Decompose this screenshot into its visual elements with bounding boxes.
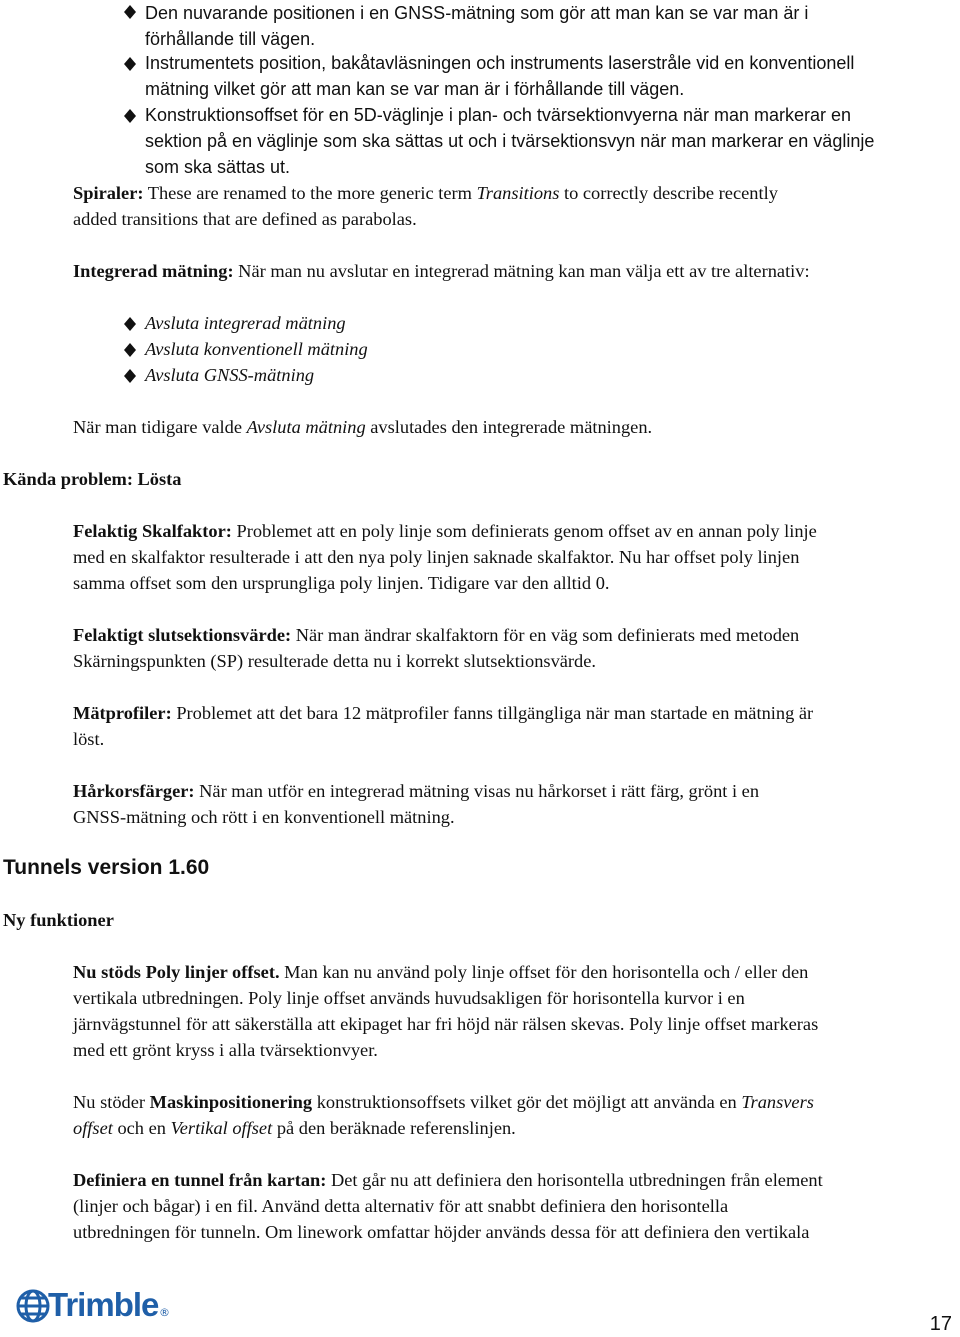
integrerad-text: När man nu avslutar en integrerad mätning kan man välja ett av tre alternativ: <box>233 261 810 281</box>
paragraph-italic: offset <box>73 1118 113 1138</box>
slutsektion-paragraph <box>73 622 942 674</box>
diamond-bullet-icon <box>124 5 138 19</box>
known-problems-heading: Kända problem: Lösta <box>3 469 182 489</box>
polyoffset-paragraph <box>73 959 942 1063</box>
option-item <box>145 310 942 336</box>
new-functions-heading: Ny funktioner <box>3 910 114 930</box>
bullet-item <box>145 0 942 52</box>
spiraler-paragraph <box>73 180 942 232</box>
note-text: avslutades den integrerade mätningen. <box>365 417 653 437</box>
kartan-label: Definiera en tunnel från kartan: <box>73 1170 327 1190</box>
bullet-line: Den nuvarande positionen i en GNSS-mätning som gör att man kan se var man är i <box>145 3 809 23</box>
paragraph-text: Nu stöder <box>73 1092 150 1112</box>
page-number: 17 <box>929 1313 952 1335</box>
paragraph-line: Man kan nu använd poly linje offset för den horisontella och / eller den <box>279 962 809 982</box>
registered-icon: ® <box>159 1306 170 1319</box>
note-text: När man tidigare valde <box>73 417 247 437</box>
skalfaktor-label: Felaktig Skalfaktor: <box>73 521 232 541</box>
diamond-bullet-icon <box>124 57 138 71</box>
paragraph-line: Skärningspunkten (SP) resulterade detta nu i korrekt slutsektionsvärde. <box>73 651 597 671</box>
tunnels-heading: Tunnels version 1.60 <box>3 856 210 879</box>
maskin-label: Maskinpositionering <box>149 1092 313 1112</box>
integrerad-note <box>73 414 942 440</box>
slutsektion-label: Felaktigt slutsektionsvärde: <box>73 625 292 645</box>
skalfaktor-paragraph <box>73 518 942 596</box>
maskin-paragraph <box>73 1089 942 1141</box>
integrerad-label: Integrerad mätning: <box>73 261 234 281</box>
paragraph-line: med en skalfaktor resulterade i att den nya poly linjen saknade skalfaktor. Nu har offset poly linjen <box>73 547 800 567</box>
bullet-line: förhållande till vägen. <box>145 29 316 49</box>
paragraph-line: (linjer och bågar) i en fil. Använd detta alternativ för att snabbt definiera den horisontella <box>73 1196 729 1216</box>
paragraph-line: Det går nu att definiera den horisontella utbredningen från element <box>326 1170 823 1190</box>
option-item <box>145 336 942 362</box>
paragraph-line: GNSS-mätning och rött i en konventionell mätning. <box>73 807 455 827</box>
matprofiler-label: Mätprofiler: <box>73 703 172 723</box>
harkors-label: Hårkorsfärger: <box>73 781 195 801</box>
polyoffset-label: Nu stöds Poly linjer offset. <box>73 962 280 982</box>
bullet-item <box>145 102 942 180</box>
diamond-bullet-icon <box>124 317 138 331</box>
spiraler-line: added transitions that are defined as parabolas. <box>73 209 417 229</box>
option-label: Avsluta GNSS-mätning <box>145 365 315 385</box>
diamond-bullet-icon <box>124 343 138 357</box>
paragraph-line: När man utför en integrerad mätning visas nu hårkorset i rätt färg, grönt i en <box>194 781 760 801</box>
paragraph-line: samma offset som den ursprungliga poly linjen. Tidigare var den alltid 0. <box>73 573 610 593</box>
paragraph-line: löst. <box>73 729 105 749</box>
spiraler-label: Spiraler: <box>73 183 144 203</box>
bullet-line: sektion på en väglinje som ska sättas ut och i tvärsektionsvyn när man markerar en väglinje <box>145 131 875 151</box>
harkors-paragraph <box>73 778 942 830</box>
paragraph-line: med ett grönt kryss i alla tvärsektionvyer. <box>73 1040 378 1060</box>
paragraph-line: vertikala utbredningen. Poly linje offset används huvudsakligen för horisontella kurvor i en <box>73 988 745 1008</box>
bullet-item <box>145 50 942 102</box>
paragraph-line: utbredningen för tunneln. Om linework omfattar höjder används dessa för att definiera den vertikala <box>73 1222 810 1242</box>
bullet-line: Konstruktionsoffset för en 5D-väglinje i plan- och tvärsektionvyerna när man markerar en <box>145 105 852 125</box>
diamond-bullet-icon <box>124 109 138 123</box>
option-label: Avsluta konventionell mätning <box>145 339 368 359</box>
option-label: Avsluta integrerad mätning <box>145 313 346 333</box>
option-item <box>145 362 942 388</box>
paragraph-line: Problemet att det bara 12 mätprofiler fanns tillgängliga när man startade en mätning är <box>171 703 814 723</box>
spiraler-text: These are renamed to the more generic term <box>143 183 477 203</box>
paragraph-italic: Vertikal offset <box>170 1118 273 1138</box>
spiraler-text: to correctly describe recently <box>559 183 778 203</box>
bullet-line: mätning vilket gör att man kan se var man är i förhållande till vägen. <box>145 79 685 99</box>
spiraler-italic: Transitions <box>476 183 560 203</box>
integrerad-paragraph <box>73 258 942 284</box>
paragraph-italic: Transvers <box>741 1092 814 1112</box>
note-italic: Avsluta mätning <box>246 417 366 437</box>
diamond-bullet-icon <box>124 369 138 383</box>
paragraph-line: järnvägstunnel för att säkerställa att ekipaget har fri höjd när rälsen skevas. Poly linje offset markeras <box>73 1014 819 1034</box>
trimble-logo-text: Trimble <box>48 1286 159 1323</box>
paragraph-line: Problemet att en poly linje som definierats genom offset av en annan poly linje <box>231 521 817 541</box>
paragraph-text: på den beräknade referenslinjen. <box>272 1118 516 1138</box>
bullet-line: Instrumentets position, bakåtavläsningen och instruments laserstråle vid en konventionell <box>145 53 855 73</box>
paragraph-text: konstruktionsoffsets vilket gör det möjligt att använda en <box>312 1092 742 1112</box>
bullet-line: som ska sättas ut. <box>145 157 291 177</box>
paragraph-text: och en <box>112 1118 171 1138</box>
paragraph-line: När man ändrar skalfaktorn för en väg som definierats med metoden <box>291 625 800 645</box>
matprofiler-paragraph <box>73 700 942 752</box>
kartan-paragraph <box>73 1167 942 1245</box>
trimble-logo <box>14 1284 174 1326</box>
